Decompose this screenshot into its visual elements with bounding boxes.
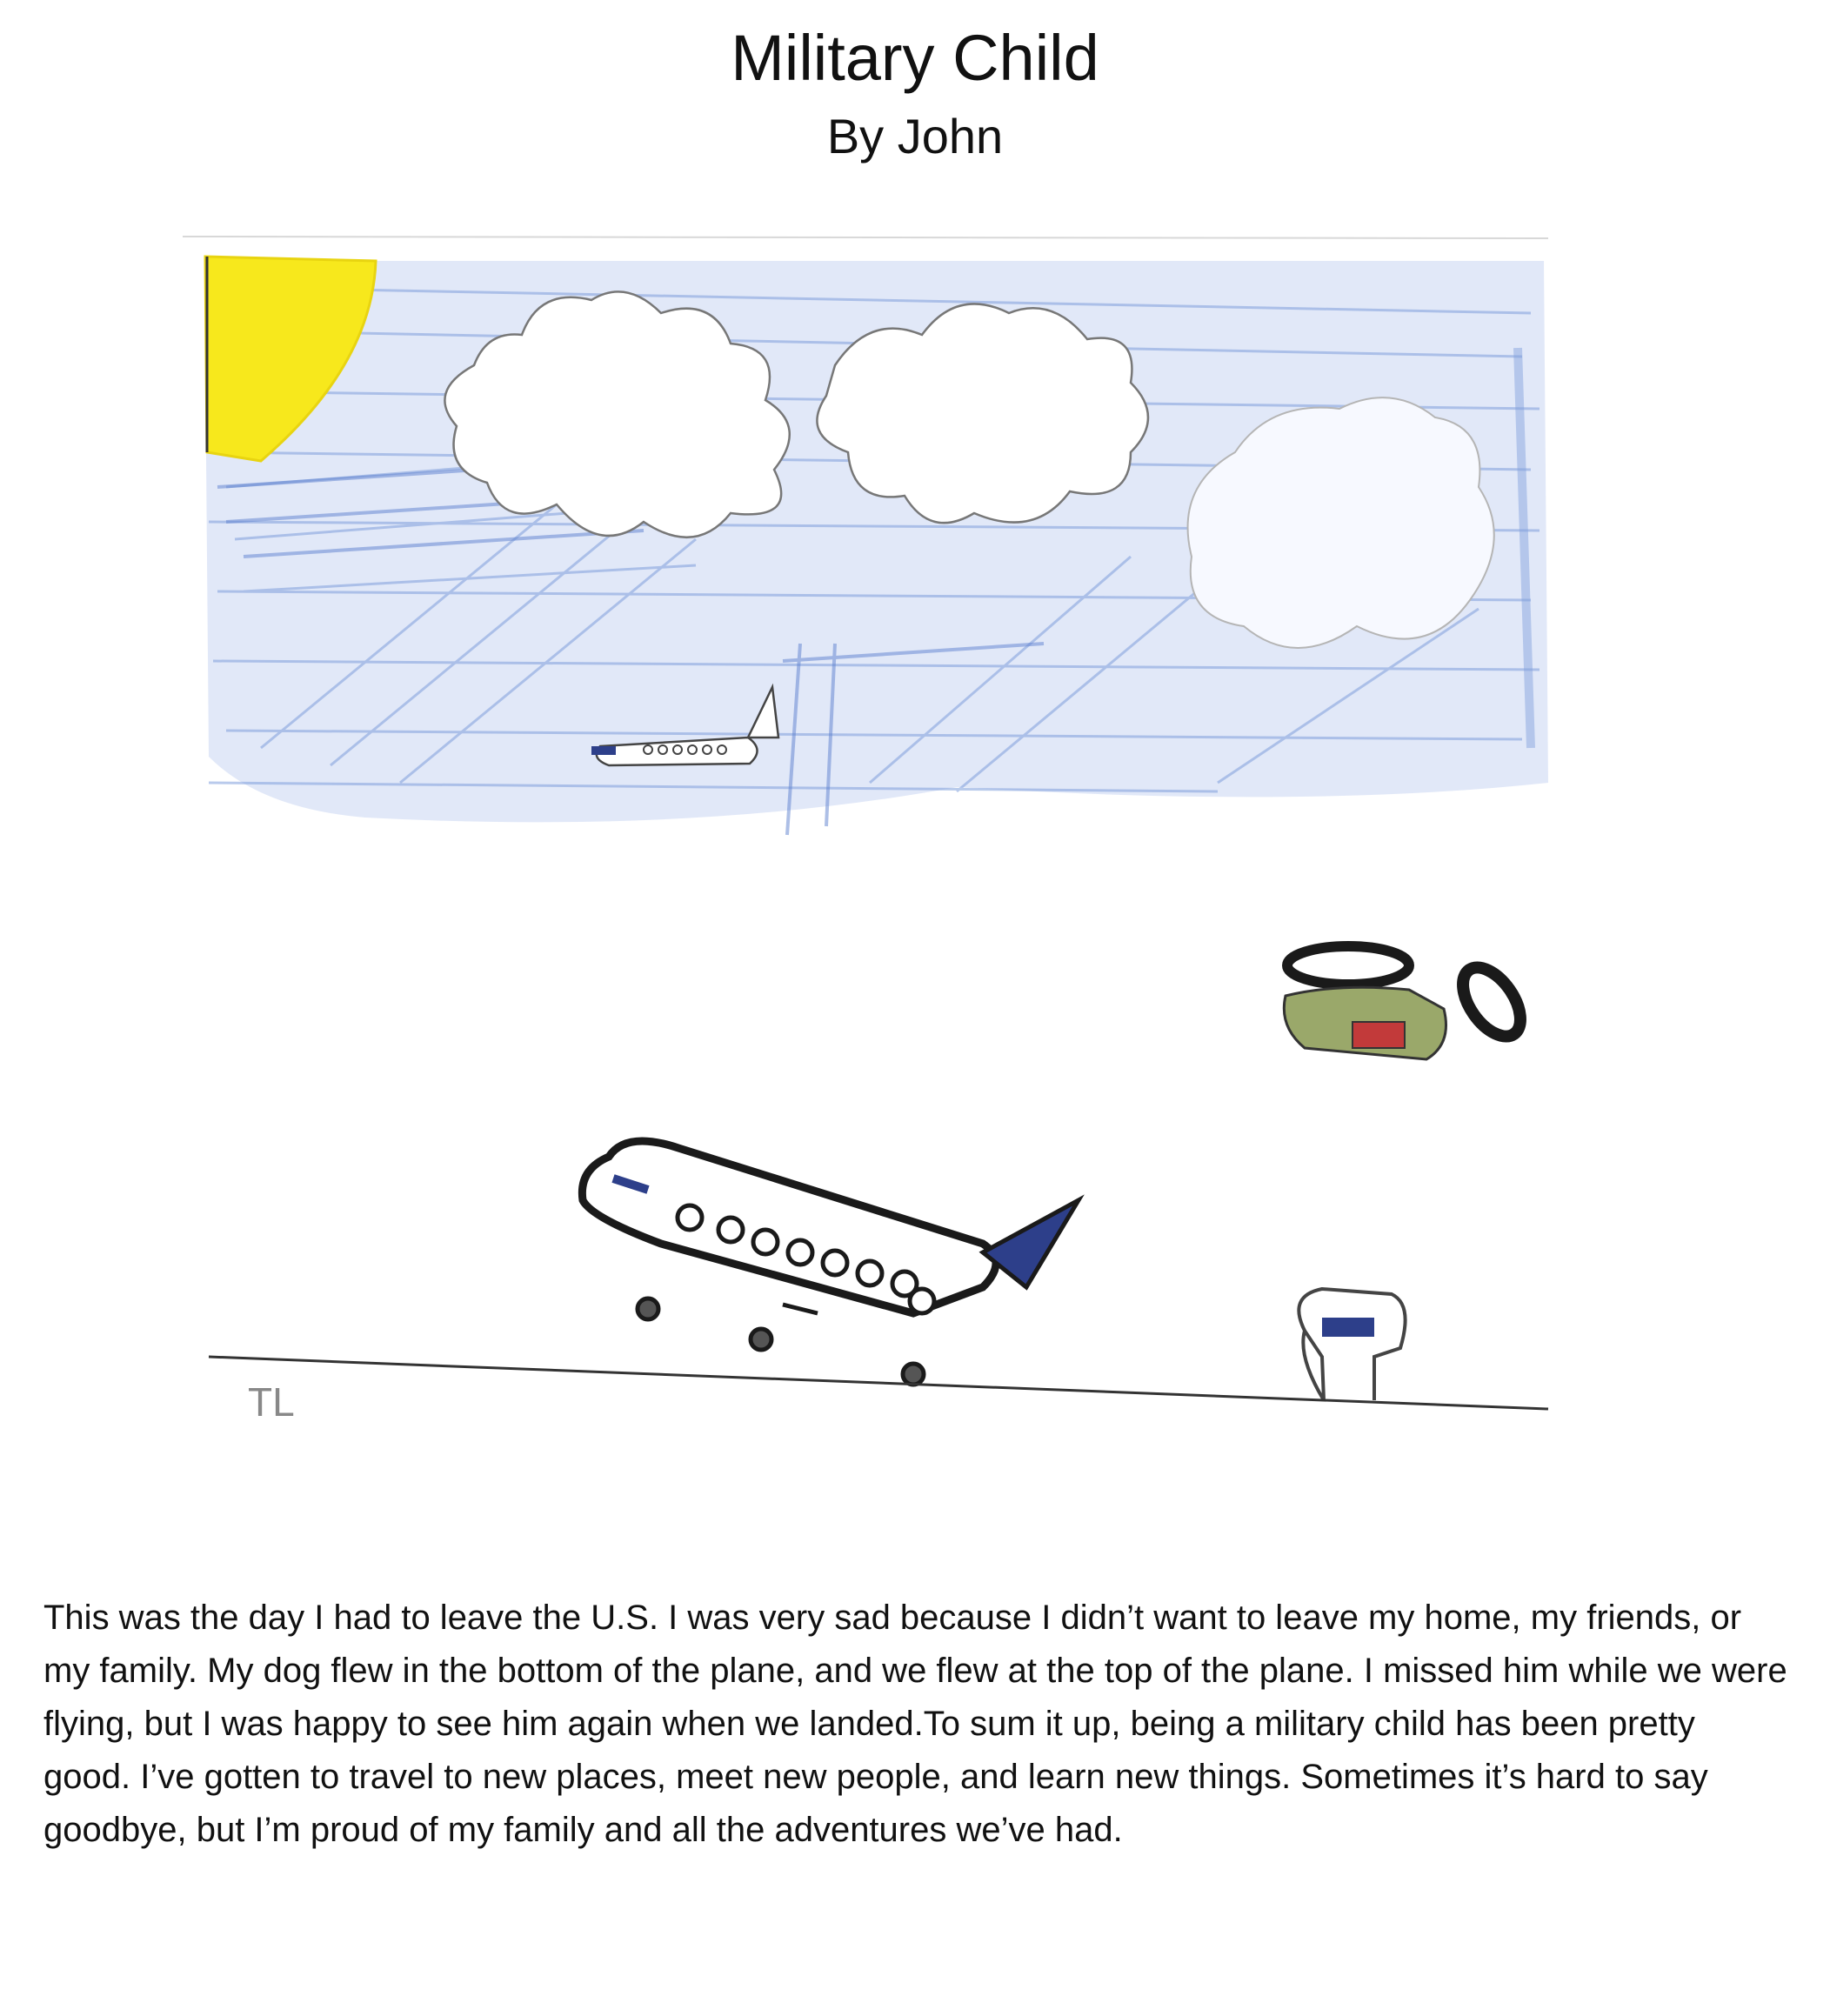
helicopter xyxy=(1284,946,1532,1059)
page-title: Military Child xyxy=(731,22,1099,94)
large-plane xyxy=(582,1141,1079,1385)
story-paragraph: This was the day I had to leave the U.S. I was very sad because I didn’t want to leave my home, my friends, or my family. My dog flew in the bottom of the plane, and we flew at the top of the plane. I missed him while we were flying, but I was happy to see him again when we landed.To sum it up, being a military child has been pretty good. I’ve gotten to travel to new places, meet new people, and learn new things. Sometimes it’s hard to say goodbye, but I’m proud of my family and all the adventures we’ve had. xyxy=(43,1599,1787,1849)
author-byline: By John xyxy=(826,109,1004,164)
dog-crate xyxy=(1299,1289,1405,1400)
signature-initials: TL xyxy=(248,1379,295,1425)
drawing-top-edge xyxy=(183,237,1548,238)
